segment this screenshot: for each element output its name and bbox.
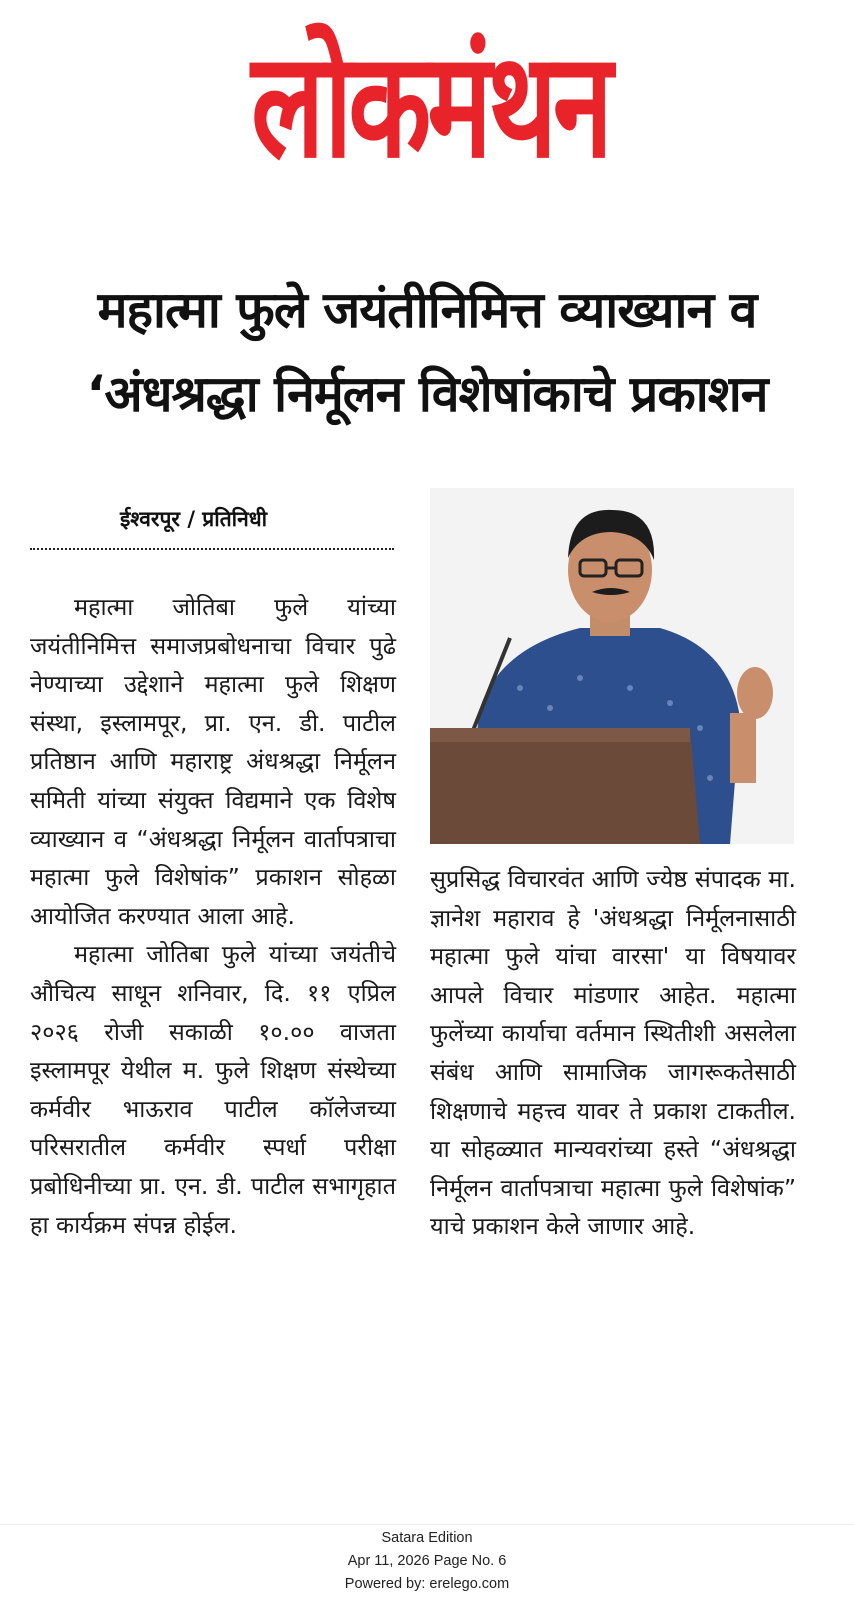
article-paragraph: महात्मा जोतिबा फुले यांच्या जयंतीनिमित्त समाजप्रबोधनाचा विचार पुढे नेण्याच्या उद्देशाने महात्मा फुले शिक्षण संस्था, इस्लामपूर, प्रा. एन. डी. पाटील प्रतिष्ठान आणि महाराष्ट्र अंधश्रद्धा निर्मूलन समिती यांच्या संयुक्त विद्यमाने एक विशेष व्याख्यान व “अंधश्रद्धा निर्मूलन वार्तापत्राचा महात्मा फुले विशेषांक” प्रकाशन सोहळा आयोजित करण्यात आला आहे. xyxy=(30,593,396,930)
article-headline xyxy=(20,268,834,436)
masthead-logo xyxy=(251,12,609,202)
article-column-right xyxy=(430,860,796,1246)
headline-line-1: महात्मा फुले जयंतीनिमित्त व्याख्यान व xyxy=(97,281,757,339)
article-paragraph: सुप्रसिद्ध विचारवंत आणि ज्येष्ठ संपादक मा. ज्ञानेश महाराव हे 'अंधश्रद्धा निर्मूलनासाठी महात्मा फुले यांचा वारसा' या विषयावर आपले विचार मांडणार आहेत. महात्मा फुलेंच्या कार्याचा वर्तमान स्थितीशी असलेला संबंध आणि सामाजिक जागरूकतेसाठी शिक्षणाचे महत्त्व यावर ते प्रकाश टाकतील. या सोहळ्यात मान्यवरांच्या हस्ते “अंधश्रद्धा निर्मूलन वार्तापत्राचा महात्मा फुले विशेषांक” याचे प्रकाशन केले जाणार आहे. xyxy=(430,865,796,1241)
article-column-left xyxy=(30,588,396,1244)
footer-divider xyxy=(0,1524,854,1525)
masthead-title: लोकमंथन xyxy=(251,21,609,191)
footer-date-page: Apr 11, 2026 Page No. 6 xyxy=(347,1553,507,1569)
speaker-photo xyxy=(430,488,794,844)
headline-line-2: ‘अंधश्रद्धा निर्मूलन विशेषांकाचे प्रकाशन xyxy=(86,365,768,423)
dotted-divider xyxy=(30,548,394,550)
dateline: ईश्वरपूर / प्रतिनिधी xyxy=(120,507,268,531)
footer-edition: Satara Edition xyxy=(381,1530,473,1546)
article-paragraph: महात्मा जोतिबा फुले यांच्या जयंतीचे औचित्य साधून शनिवार, दि. ११ एप्रिल २०२६ रोजी सकाळी १०.०० वाजता इस्लामपूर येथील म. फुले शिक्षण संस्थेच्या कर्मवीर भाऊराव पाटील कॉलेजच्या परिसरातील कर्मवीर स्पर्धा परीक्षा प्रबोधिनीच्या प्रा. एन. डी. पाटील सभागृहात हा कार्यक्रम संपन्न होईल. xyxy=(30,940,396,1239)
footer-powered-by[interactable]: Powered by: erelego.com xyxy=(344,1576,510,1592)
